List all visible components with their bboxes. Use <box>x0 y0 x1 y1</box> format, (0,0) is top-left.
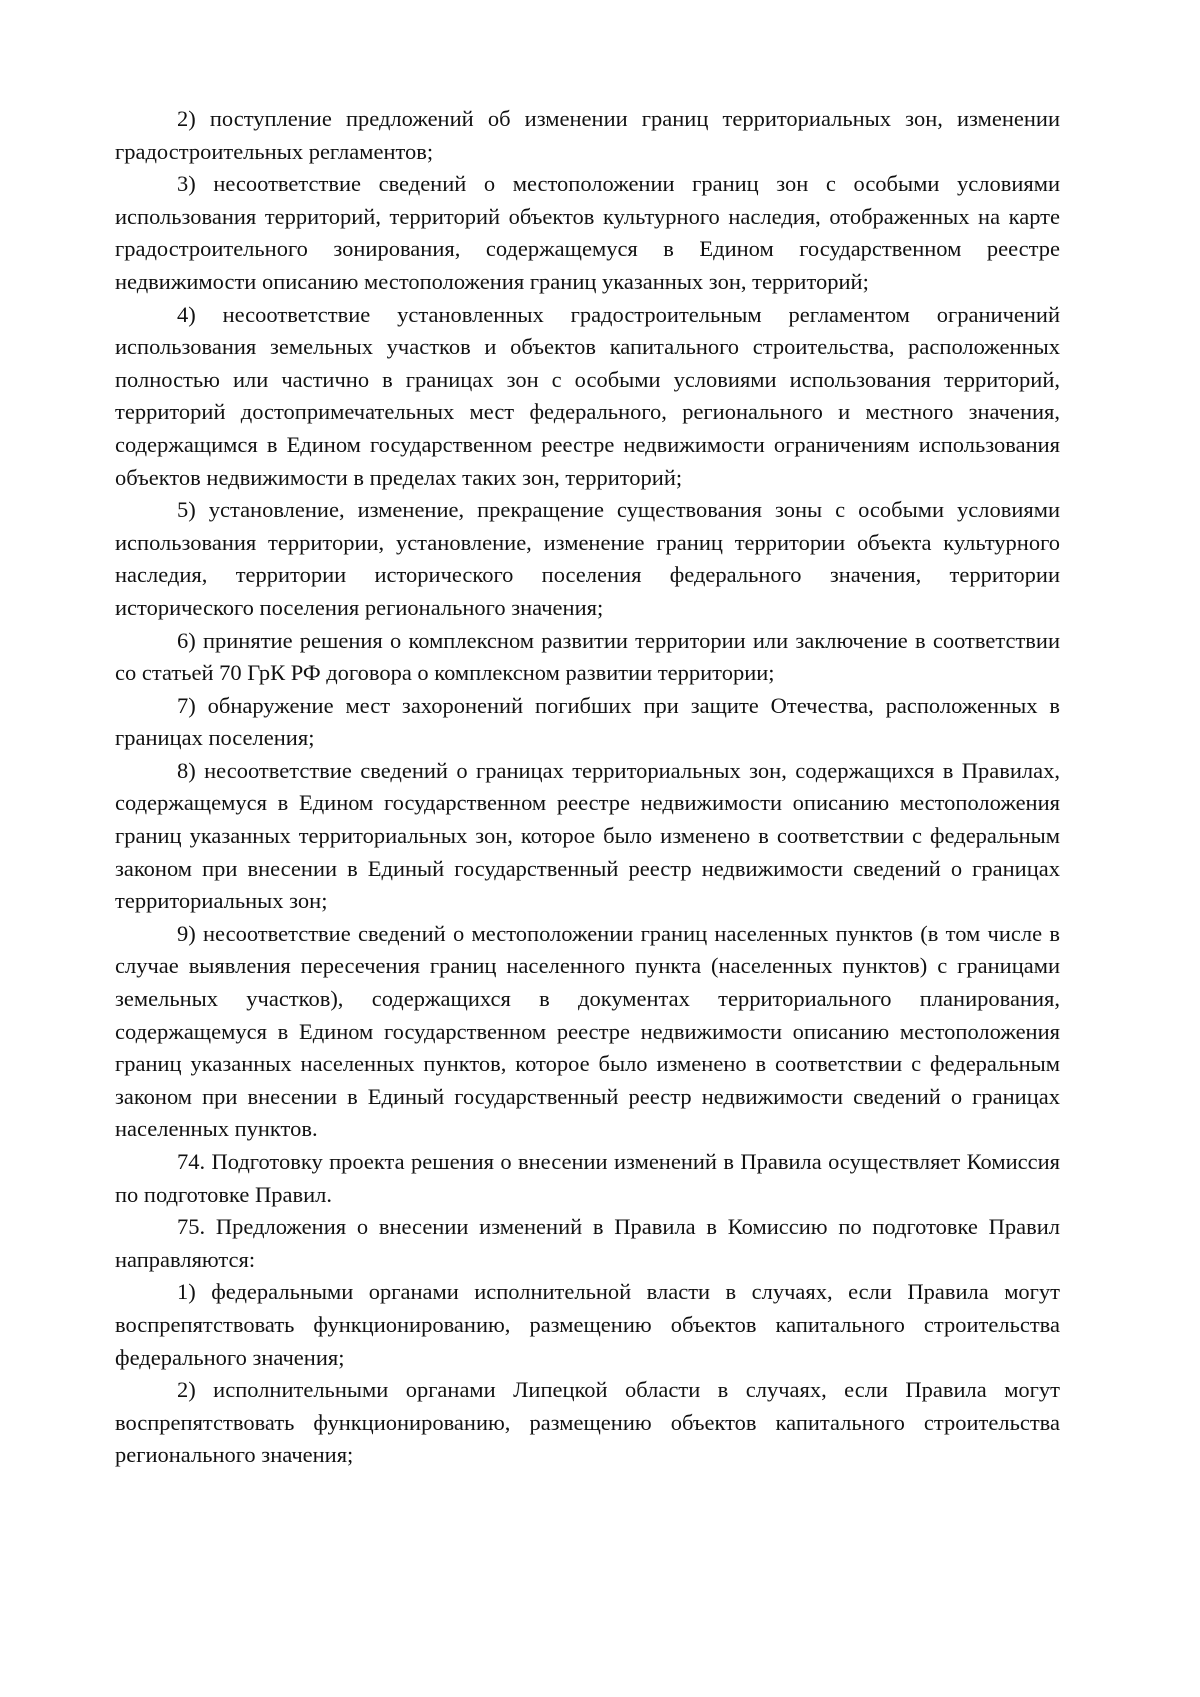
paragraph-item-6: 6) принятие решения о комплексном развитии территории или заключение в соответствии со статьей 70 ГрК РФ договора о комплексном развитии территории; <box>115 627 1060 686</box>
paragraph-section-75: 75. Предложения о внесении изменений в Правила в Комиссию по подготовке Правил направляются: <box>115 1214 1060 1272</box>
paragraph-subitem-1: 1) федеральными органами исполнительной власти в случаях, если Правила могут воспрепятствовать функционированию, размещению объектов капитального строительства федерального значения; <box>115 1279 1060 1370</box>
document-page <box>115 103 1060 1472</box>
paragraph-section-74: 74. Подготовку проекта решения о внесении изменений в Правила осуществляет Комиссия по подготовке Правил. <box>115 1149 1060 1207</box>
paragraph-item-8: 8) несоответствие сведений о границах территориальных зон, содержащихся в Правилах, содержащемуся в Едином государственном реестре недвижимости описанию местоположения границ указанных территориальных зон, которое было изменено в соответствии с федеральным законом при внесении в Единый государственный реестр недвижимости сведений о границах территориальных зон; <box>115 757 1060 914</box>
paragraph-item-4: 4) несоответствие установленных градостроительным регламентом ограничений использования земельных участков и объектов капитального строительства, расположенных полностью или частично в границах зон с особыми условиями использования территорий, территорий достопримечательных мест федерального, регионального и местного значения, содержащимся в Едином государственном реестре недвижимости ограничениям использования объектов недвижимости в пределах таких зон, территорий; <box>115 301 1060 490</box>
paragraph-item-7: 7) обнаружение мест захоронений погибших при защите Отечества, расположенных в границах поселения; <box>115 692 1060 751</box>
paragraph-item-5: 5) установление, изменение, прекращение существования зоны с особыми условиями использования территории, установление, изменение границ территории объекта культурного наследия, территории исторического поселения федерального значения, территории исторического поселения регионального значения; <box>115 497 1060 620</box>
paragraph-item-2: 2) поступление предложений об изменении границ территориальных зон, изменении градостроительных регламентов; <box>115 106 1060 164</box>
paragraph-item-9: 9) несоответствие сведений о местоположении границ населенных пунктов (в том числе в случае выявления пересечения границ населенного пункта (населенных пунктов) с границами земельных участков), содержащихся в документах территориального планирования, содержащемуся в Едином государственном реестре недвижимости описанию местоположения границ указанных населенных пунктов, которое было изменено в соответствии с федеральным законом при внесении в Единый государственный реестр недвижимости сведений о границах населенных пунктов. <box>115 920 1060 1142</box>
paragraph-item-3: 3) несоответствие сведений о местоположении границ зон с особыми условиями использования территорий, территорий объектов культурного наследия, отображенных на карте градостроительного зонирования, содержащемуся в Едином государственном реестре недвижимости описанию местоположения границ указанных зон, территорий; <box>115 171 1060 294</box>
paragraph-subitem-2: 2) исполнительными органами Липецкой области в случаях, если Правила могут воспрепятствовать функционированию, размещению объектов капитального строительства регионального значения; <box>115 1377 1060 1468</box>
